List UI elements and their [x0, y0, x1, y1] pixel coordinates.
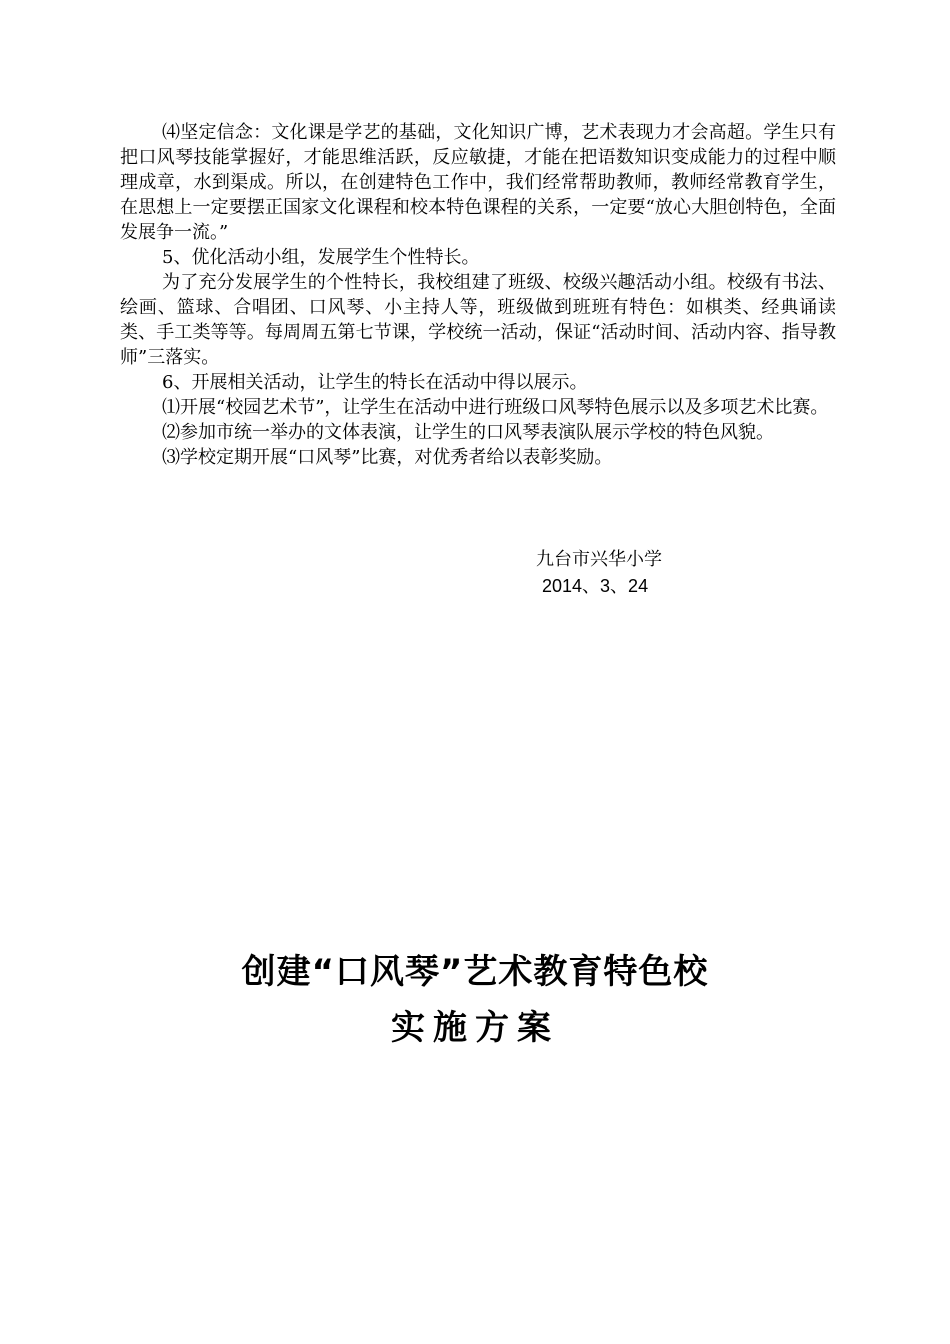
paragraph-activity-groups: 为了充分发展学生的个性特长，我校组建了班级、校级兴趣活动小组。校级有书法、绘画、篮球、合唱团、口风琴、小主持人等，班级做到班班有特色：如棋类、经典诵读类、手工类等等。每周周五第七节课，学校统一活动，保证“活动时间、活动内容、指导教师”三落实。: [120, 272, 836, 368]
plan-title: [0, 944, 950, 1056]
document-body: [120, 120, 836, 470]
section-6-heading: 6、开展相关活动，让学生的特长在活动中得以展示。: [162, 372, 588, 393]
section-5-heading: 5、优化活动小组，发展学生个性特长。: [162, 247, 480, 268]
item-city-performance: ⑵参加市统一举办的文体表演，让学生的口风琴表演队展示学校的特色风貌。: [162, 422, 774, 443]
signature-date: 2014、3、24: [542, 576, 649, 596]
signature-block: [536, 547, 796, 599]
paragraph-firm-belief: ⑷坚定信念：文化课是学艺的基础，文化知识广博，艺术表现力才会高超。学生只有把口风琴技能掌握好，才能思维活跃，反应敏捷，才能在把语数知识变成能力的过程中顺理成章，水到渠成。所以，在创建特色工作中，我们经常帮助教师，教师经常教育学生，在思想上一定要摆正国家文化课程和校本特色课程的关系，一定要“放心大胆创特色，全面发展争一流。”: [120, 122, 836, 243]
signature-school: 九台市兴华小学: [536, 549, 662, 570]
plan-title-line-1: 创建“口风琴”艺术教育特色校: [241, 952, 709, 992]
item-art-festival: ⑴开展“校园艺术节”，让学生在活动中进行班级口风琴特色展示以及多项艺术比赛。: [162, 397, 829, 418]
plan-title-line-2: 实施方案: [391, 1008, 559, 1048]
item-harmonica-contest: ⑶学校定期开展“口风琴”比赛，对优秀者给以表彰奖励。: [162, 447, 613, 468]
